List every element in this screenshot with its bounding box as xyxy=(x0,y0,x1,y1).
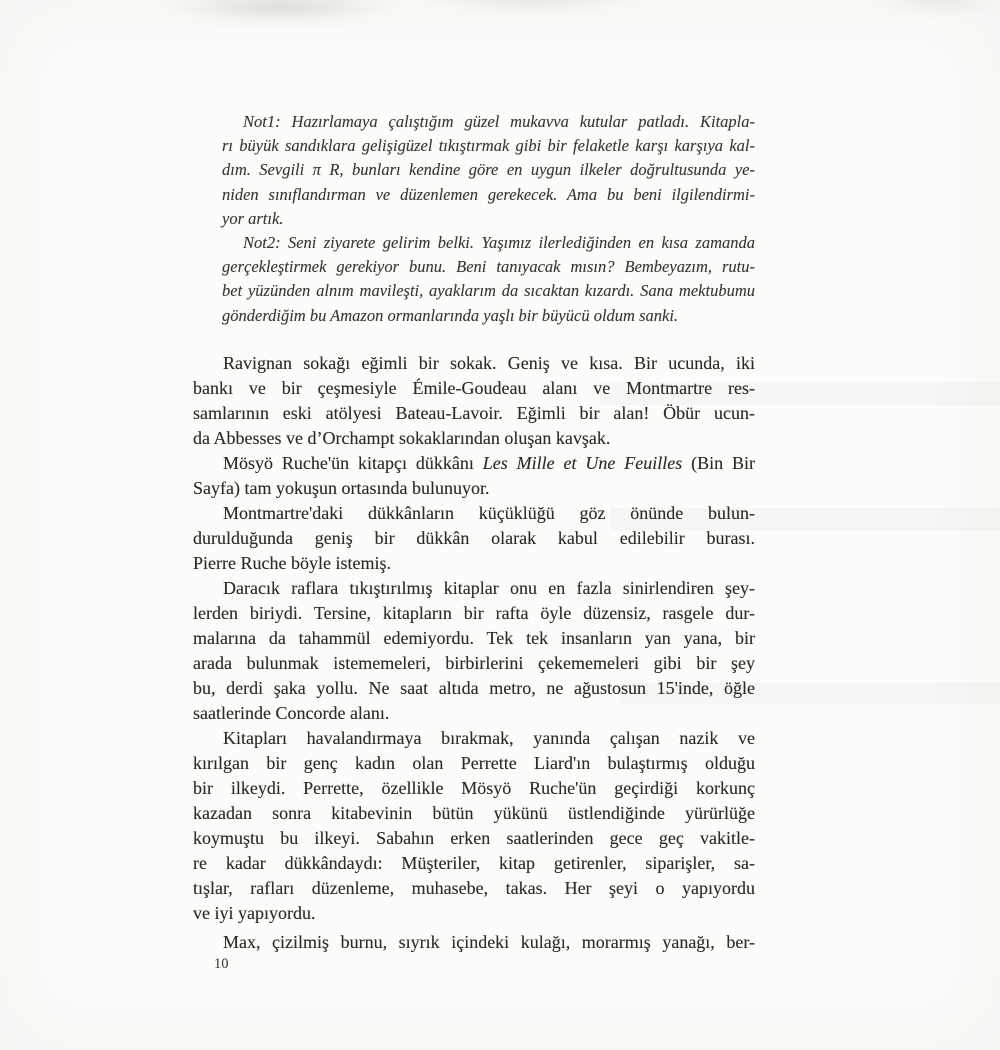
text-line: durulduğunda geniş bir dükkân olarak kabul edilebilir burası. xyxy=(193,528,755,548)
text-line: ve iyi yapıyordu. xyxy=(193,903,316,923)
text-line: rı büyük sandıklara gelişigüzel tıkıştırmak gibi bir felaketle karşı karşıya kal- xyxy=(222,136,755,156)
text-line: saatlerinde Concorde alanı. xyxy=(193,703,390,723)
text-line: Mösyö Ruche'ün kitapçı dükkânı Les Mille et Une Feuilles (Bin Bir xyxy=(223,453,755,473)
text-line: bankı ve bir çeşmesiyle Émile-Goudeau alanı ve Montmartre res- xyxy=(193,378,755,398)
text-line: Not2: Seni ziyarete gelirim belki. Yaşımız ilerlediğinden en kısa zamanda xyxy=(243,232,755,252)
italic-title-text: Les Mille et Une Feuilles xyxy=(482,453,683,473)
paragraph xyxy=(222,110,755,231)
paragraph xyxy=(193,930,755,955)
text-line: Ravignan sokağı eğimli bir sokak. Geniş ve kısa. Bir ucunda, iki xyxy=(223,353,755,373)
text-line: yor artık. xyxy=(222,208,284,228)
notes-letter-block xyxy=(222,110,755,328)
paragraph xyxy=(193,576,755,726)
paragraph xyxy=(193,501,755,576)
scan-smudge xyxy=(850,0,1000,20)
text-line: dım. Sevgili π R, bunları kendine göre en uygun ilkeler doğrultusunda ye- xyxy=(222,160,755,180)
scan-smudge xyxy=(120,0,440,28)
text-line: kazadan sonra kitabevinin bütün yükünü üstlendiğinde yürürlüğe xyxy=(193,803,755,823)
text-line: samlarının eski atölyesi Bateau-Lavoir. Eğimli bir alan! Öbür ucun- xyxy=(193,403,755,423)
paragraph xyxy=(193,451,755,501)
page-number: 10 xyxy=(214,956,229,972)
text-line: koymuştu bu ilkeyi. Sabahın erken saatlerinden gece geç vakitle- xyxy=(193,828,755,848)
text-line: bu, derdi şaka yollu. Ne saat altıda metro, ne ağustosun 15'inde, öğle xyxy=(193,678,755,698)
text-line: gerçekleştirmek gerekiyor bunu. Beni tanıyacak mısın? Bembeyazım, rutu- xyxy=(222,257,755,277)
text-line: gönderdiğim bu Amazon ormanlarında yaşlı bir büyücü oldum sanki. xyxy=(222,305,679,325)
paragraph xyxy=(193,351,755,451)
text-line: arada bulunmak istememeleri, birbirlerini çekememeleri gibi bir şey xyxy=(193,653,755,673)
text-line: Daracık raflara tıkıştırılmış kitaplar onu en fazla sinirlendiren şey- xyxy=(223,578,755,598)
scan-smudge xyxy=(380,0,680,18)
body-text-block xyxy=(193,351,755,926)
text-line: bir ilkeydi. Perrette, özellikle Mösyö Ruche'ün geçirdiği korkunç xyxy=(193,778,755,798)
text-line: Kitapları havalandırmaya bırakmak, yanında çalışan nazik ve xyxy=(223,728,755,748)
text-line: niden sınıflandırman ve düzenlemen gerekecek. Ama bu beni ilgilendirmi- xyxy=(222,184,755,204)
text-line: bet yüzünden alnım mavileşti, ayaklarım da sıcaktan kızardı. Sana mektubumu xyxy=(222,281,755,301)
text-line: tışlar, rafları düzenleme, muhasebe, takas. Her şeyi o yapıyordu xyxy=(193,878,755,898)
text-line: re kadar dükkândaydı: Müşteriler, kitap getirenler, siparişler, sa- xyxy=(193,853,755,873)
text-line: kırılgan bir genç kadın olan Perrette Liard'ın bulaştırmış olduğu xyxy=(193,753,755,773)
text-line: Not1: Hazırlamaya çalıştığım güzel mukavva kutular patladı. Kitapla- xyxy=(243,112,755,131)
text-line: da Abbesses ve d’Orchampt sokaklarından oluşan kavşak. xyxy=(193,428,611,448)
text-line: Montmartre'daki dükkânların küçüklüğü göz önünde bulun- xyxy=(223,503,755,523)
paragraph xyxy=(222,231,755,328)
text-line: lerden biriydi. Tersine, kitapların bir rafta öyle düzensiz, rasgele dur- xyxy=(193,603,755,623)
paragraph xyxy=(193,726,755,926)
text-line: Max, çizilmiş burnu, sıyrık içindeki kulağı, morarmış yanağı, ber- xyxy=(223,932,755,952)
text-line: Sayfa) tam yokuşun ortasında bulunuyor. xyxy=(193,478,490,498)
text-line: malarına da tahammül edemiyordu. Tek tek insanların yan yana, bir xyxy=(193,628,755,648)
continuation-paragraph-block xyxy=(193,930,755,955)
text-line: Pierre Ruche böyle istemiş. xyxy=(193,553,391,573)
